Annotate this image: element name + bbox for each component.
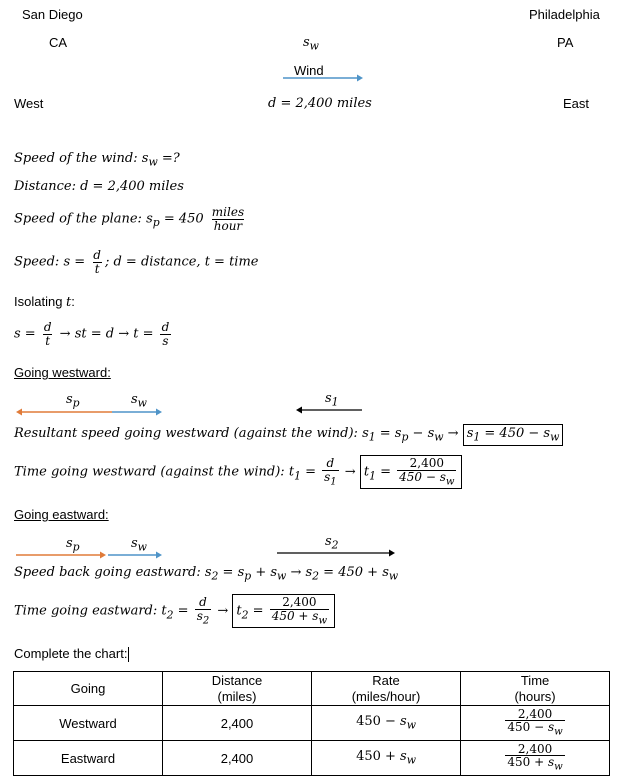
wind-arrow xyxy=(283,73,365,83)
westward-heading: Going westward: xyxy=(14,365,111,380)
table-row xyxy=(14,706,610,741)
speed-formula-line: Speed: s = $\frac{d}{t}$ ; d = distance, t = time xyxy=(14,248,259,276)
table-row xyxy=(14,741,610,776)
s1-label: $s_1$ xyxy=(325,391,339,409)
resultant-westward-line: Resultant speed going westward (against the wind): $s_1 = s_p - s_w \to s_1 = 450 - s_w$ xyxy=(14,424,563,446)
plane-speed-line: Speed of the plane: $s_p = 450$ $\frac{\text{miles}}{\text{hour}}$ xyxy=(14,205,245,233)
label-east: East xyxy=(563,96,590,111)
header-rate: Rate (miles/hour) xyxy=(311,672,460,706)
s2-arrow xyxy=(277,548,397,558)
s2-label: $s_2$ xyxy=(325,534,339,552)
label-west: West xyxy=(14,96,44,111)
cell-distance: 2,400 xyxy=(163,706,312,741)
header-going: Going xyxy=(14,672,163,706)
city-san-diego: San Diego xyxy=(22,7,83,22)
table-header-row xyxy=(14,672,610,706)
city-philadelphia: Philadelphia xyxy=(529,7,600,22)
eastward-heading: Going eastward: xyxy=(14,507,109,522)
isolating-label: Isolating t: xyxy=(14,294,75,310)
cell-going: Eastward xyxy=(14,741,163,776)
wind-label: Wind xyxy=(294,63,324,78)
time-eastward-line: Time going eastward: $t_2$ = $\frac{d}{s_2}$ → $t_2$ = $\frac{2,400}{450 + s_w}$ xyxy=(14,594,335,628)
distance-line: Distance: d = 2,400 miles xyxy=(14,179,184,194)
cell-distance: 2,400 xyxy=(163,741,312,776)
cell-going: Westward xyxy=(14,706,163,741)
sp-label-west: $s_p$ xyxy=(66,392,80,410)
speed-back-eastward-line: Speed back going eastward: $s_2 = s_p + s_w \to s_2 = 450 + s_w$ xyxy=(14,565,399,583)
state-ca: CA xyxy=(49,35,68,50)
wind-speed-line: Speed of the wind: $s_w$ =? xyxy=(14,151,180,169)
sp-label-east: $s_p$ xyxy=(66,536,80,554)
text-cursor xyxy=(128,647,129,662)
sw-label-east: $s_w$ xyxy=(131,536,147,554)
isolating-equation: s = $\frac{d}{t}$ → st = d → t = $\frac{d}{s}$ xyxy=(14,320,170,348)
eastward-vector-arrows xyxy=(16,550,166,560)
chart-prompt: Complete the chart: xyxy=(14,646,128,661)
distance-equation: d = 2,400 miles xyxy=(268,96,372,111)
time-westward-line: Time going westward (against the wind): $t_1$ = $\frac{d}{s_1}$ → $t_1$ = $\frac{2,400}{450 - s_w}$ xyxy=(14,455,462,489)
header-distance: Distance (miles) xyxy=(163,672,312,706)
rate-time-table xyxy=(13,671,610,776)
cell-rate: $450 + s_w$ xyxy=(311,741,460,776)
wind-speed-symbol: $s_w$ xyxy=(303,35,319,53)
cell-rate: $450 - s_w$ xyxy=(311,706,460,741)
sw-label-west: $s_w$ xyxy=(131,392,147,410)
cell-time: $\frac{2,400}{450 - s_w}$ xyxy=(461,706,610,741)
header-time: Time (hours) xyxy=(461,672,610,706)
westward-vector-arrows xyxy=(16,407,166,417)
state-pa: PA xyxy=(557,35,574,50)
s1-arrow xyxy=(296,405,366,415)
cell-time: $\frac{2,400}{450 + s_w}$ xyxy=(461,741,610,776)
